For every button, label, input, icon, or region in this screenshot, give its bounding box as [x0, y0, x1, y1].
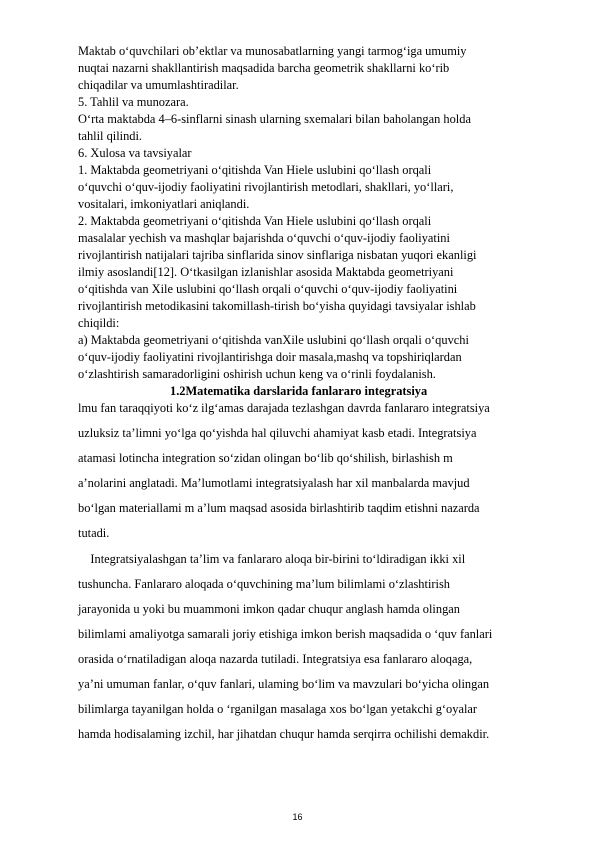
section-heading: 6. Xulosa va tavsiyalar [78, 146, 192, 160]
text-line: o‘zlashtirish samaradorligini oshirish uchun keng va o‘rinli foydalanish. [78, 367, 436, 381]
text-line: o‘qitishda van Xile uslubini qo‘llash orqali o‘quvchi o‘quv-ijodiy faoliyatini [78, 282, 458, 296]
text-line: Maktab o‘quvchilari ob’ektlar va munosabatlarning yangi tarmog‘iga umumiy [78, 44, 467, 58]
text-line: rivojlantirish natijalari tajriba sinflarida sinov sinflariga nisbatan yuqori ekanligi [78, 248, 477, 262]
text-line: hamda hodisalaming izchil, har jihatdan chuqur hamda serqirra ochilishi demakdir. [78, 727, 490, 741]
page-number: 16 [292, 812, 303, 822]
text-line: 2. Maktabda geometriyani o‘qitishda Van Hiele uslubini qo‘llash orqali [78, 214, 432, 228]
text-line: tahlil qilindi. [78, 129, 143, 143]
text-line: nuqtai nazarni shakllantirish maqsadida barcha geometrik shakllarni ko‘rib [78, 61, 450, 75]
text-line: O‘rta maktabda 4–6-sinflarni sinash ularning sxemalari bilan baholangan holda [78, 112, 471, 126]
text-line: tutadi. [78, 526, 110, 540]
text-line: Integratsiyalashgan ta’lim va fanlararo aloqa bir-birini to‘ldiradigan ikki xil [78, 552, 466, 566]
text-line: chiqadilar va umumlashtiradilar. [78, 78, 239, 92]
text-line: ilmiy asoslandi[12]. O‘tkasilgan izlanishlar asosida Maktabda geometriyani [78, 265, 454, 279]
text-line: bilimlami amaliyotga samarali joriy etishiga imkon berish maqsadida o ‘quv fanlari [78, 627, 493, 641]
section-title: 1.2Matematika darslarida fanlararo integratsiya [170, 384, 428, 398]
text-line: o‘quv-ijodiy faoliyatini rivojlantirishga doir masala,mashq va topshiriqlardan [78, 350, 462, 364]
text-line: chiqildi: [78, 316, 120, 330]
text-line: rivojlantirish metodikasini takomillash-tirish bo‘yisha quyidagi tavsiyalar ishlab [78, 299, 476, 313]
text-line: jarayonida u yoki bu muammoni imkon qadar chuqur anglash hamda olingan [78, 602, 460, 616]
text-line: tushuncha. Fanlararo aloqada o‘quvchining ma’lum bilimlami o‘zlashtirish [78, 577, 450, 591]
text-line: ya’ni umuman fanlar, o‘quv fanlari, ulaming bo‘lim va mavzulari bo‘yicha olingan [78, 677, 490, 691]
text-line: a) Maktabda geometriyani o‘qitishda vanXile uslubini qo‘llash orqali o‘quvchi [78, 333, 469, 347]
text-line: vositalari, imkoniyatlari aniqlandi. [78, 197, 250, 211]
text-line: 1. Maktabda geometriyani o‘qitishda Van Hiele uslubini qo‘llash orqali [78, 163, 432, 177]
text-line: bilimlarga tayanilgan holda o ‘rganilgan masalaga xos bo‘lgan yetakchi g‘oyalar [78, 702, 478, 716]
text-line: bo‘lgan materiallami m a’lum maqsad asosida birlashtirib taqdim etishni nazarda [78, 501, 480, 515]
text-line: atamasi lotincha integration so‘zidan olingan bo‘lib qo‘shilish, birlashish m [78, 451, 453, 465]
text-line: orasida o‘rnatiladigan aloqa nazarda tutiladi. Integratsiya esa fanlararo aloqaga, [78, 652, 473, 666]
text-line: o‘quvchi o‘quv-ijodiy faoliyatini rivojlantirish metodlari, shakllari, yo‘llari, [78, 180, 454, 194]
section-heading: 5. Tahlil va munozara. [78, 95, 189, 109]
text-line: uzluksiz ta’limni yo‘lga qo‘yishda hal qiluvchi ahamiyat kasb etadi. Integratsiya [78, 426, 477, 440]
text-line: a’nolarini anglatadi. Ma’lumotlami integratsiyalash har xil manbalarda mavjud [78, 476, 470, 490]
text-line: lmu fan taraqqiyoti ko‘z ilg‘amas darajada tezlashgan davrda fanlararo integratsiya [78, 401, 490, 415]
text-line: masalalar yechish va mashqlar bajarishda o‘quvchi o‘quv-ijodiy faoliyatini [78, 231, 450, 245]
